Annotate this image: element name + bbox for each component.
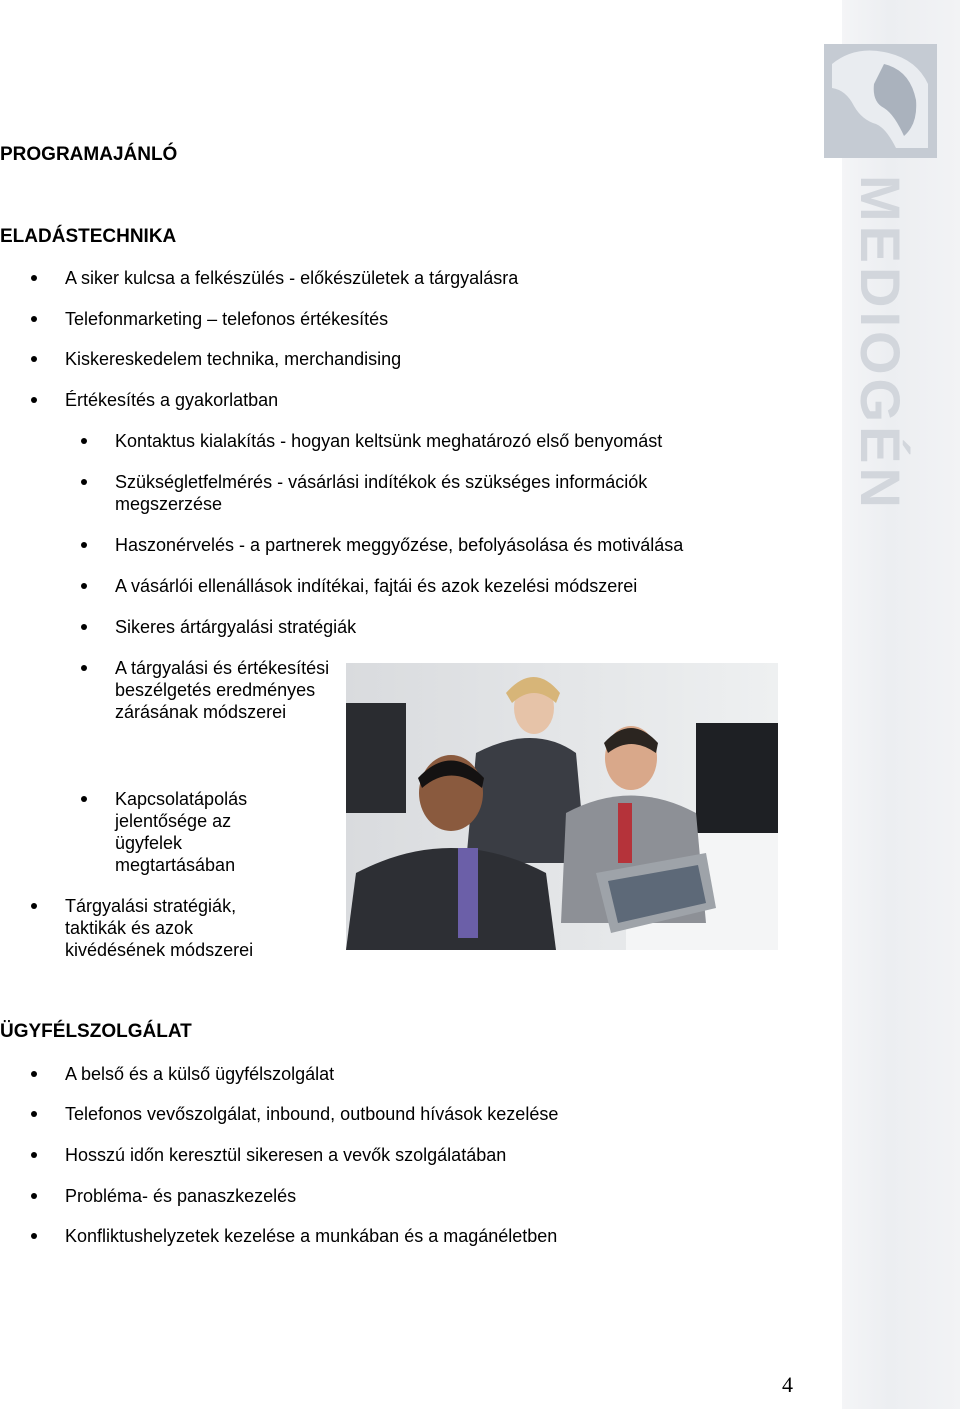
brand-vertical-text: MEDIOGÉN (849, 175, 912, 512)
bullet-icon (81, 624, 87, 630)
sub-list-item: A tárgyalási és értékesítési beszélgetés eredményes zárásának módszerei (115, 657, 335, 723)
list-item: Telefonmarketing – telefonos értékesítés (65, 308, 388, 330)
business-meeting-photo (346, 663, 778, 950)
sub-list-item: Sikeres ártárgyalási stratégiák (115, 616, 356, 638)
sub-list-item: Kapcsolatápolás jelentősége az ügyfelek megtartásában (115, 788, 285, 876)
list-item: Hosszú időn keresztül sikeresen a vevők szolgálatában (65, 1144, 506, 1166)
bullet-icon (31, 1152, 37, 1158)
page-title: PROGRAMAJÁNLÓ (0, 144, 178, 165)
bullet-icon (81, 479, 87, 485)
list-item: A siker kulcsa a felkészülés - előkészületek a tárgyalásra (65, 267, 518, 289)
list-item: Tárgyalási stratégiák, taktikák és azok kivédésének módszerei (65, 895, 295, 961)
list-item: Probléma- és panaszkezelés (65, 1185, 296, 1207)
list-item: Értékesítés a gyakorlatban (65, 389, 278, 411)
bullet-icon (81, 583, 87, 589)
bullet-icon (31, 1071, 37, 1077)
bullet-icon (31, 1111, 37, 1117)
list-item: Kiskereskedelem technika, merchandising (65, 348, 401, 370)
list-item: Konfliktushelyzetek kezelése a munkában és a magánéletben (65, 1225, 557, 1247)
bullet-icon (81, 438, 87, 444)
bullet-icon (81, 542, 87, 548)
bullet-icon (31, 316, 37, 322)
bullet-icon (81, 665, 87, 671)
bullet-icon (31, 356, 37, 362)
logo-icon (824, 44, 937, 158)
bullet-icon (31, 903, 37, 909)
sub-list-item: Szükségletfelmérés - vásárlási indítékok és szükséges információk megszerzése (115, 471, 755, 515)
bullet-icon (31, 1233, 37, 1239)
sub-list-item: A vásárlói ellenállások indítékai, fajtái és azok kezelési módszerei (115, 575, 637, 597)
bullet-icon (31, 275, 37, 281)
section-heading-eladastechnika: ELADÁSTECHNIKA (0, 226, 177, 247)
bullet-icon (31, 397, 37, 403)
sub-list-item: Haszonérvelés - a partnerek meggyőzése, befolyásolása és motiválása (115, 534, 683, 556)
bullet-icon (31, 1193, 37, 1199)
section-heading-ugyfelszolgalat: ÜGYFÉLSZOLGÁLAT (0, 1021, 192, 1042)
page-number: 4 (782, 1372, 793, 1397)
list-item: Telefonos vevőszolgálat, inbound, outbound hívások kezelése (65, 1103, 558, 1125)
list-item: A belső és a külső ügyfélszolgálat (65, 1063, 334, 1085)
bullet-icon (81, 796, 87, 802)
sub-list-item: Kontaktus kialakítás - hogyan keltsünk meghatározó első benyomást (115, 430, 662, 452)
